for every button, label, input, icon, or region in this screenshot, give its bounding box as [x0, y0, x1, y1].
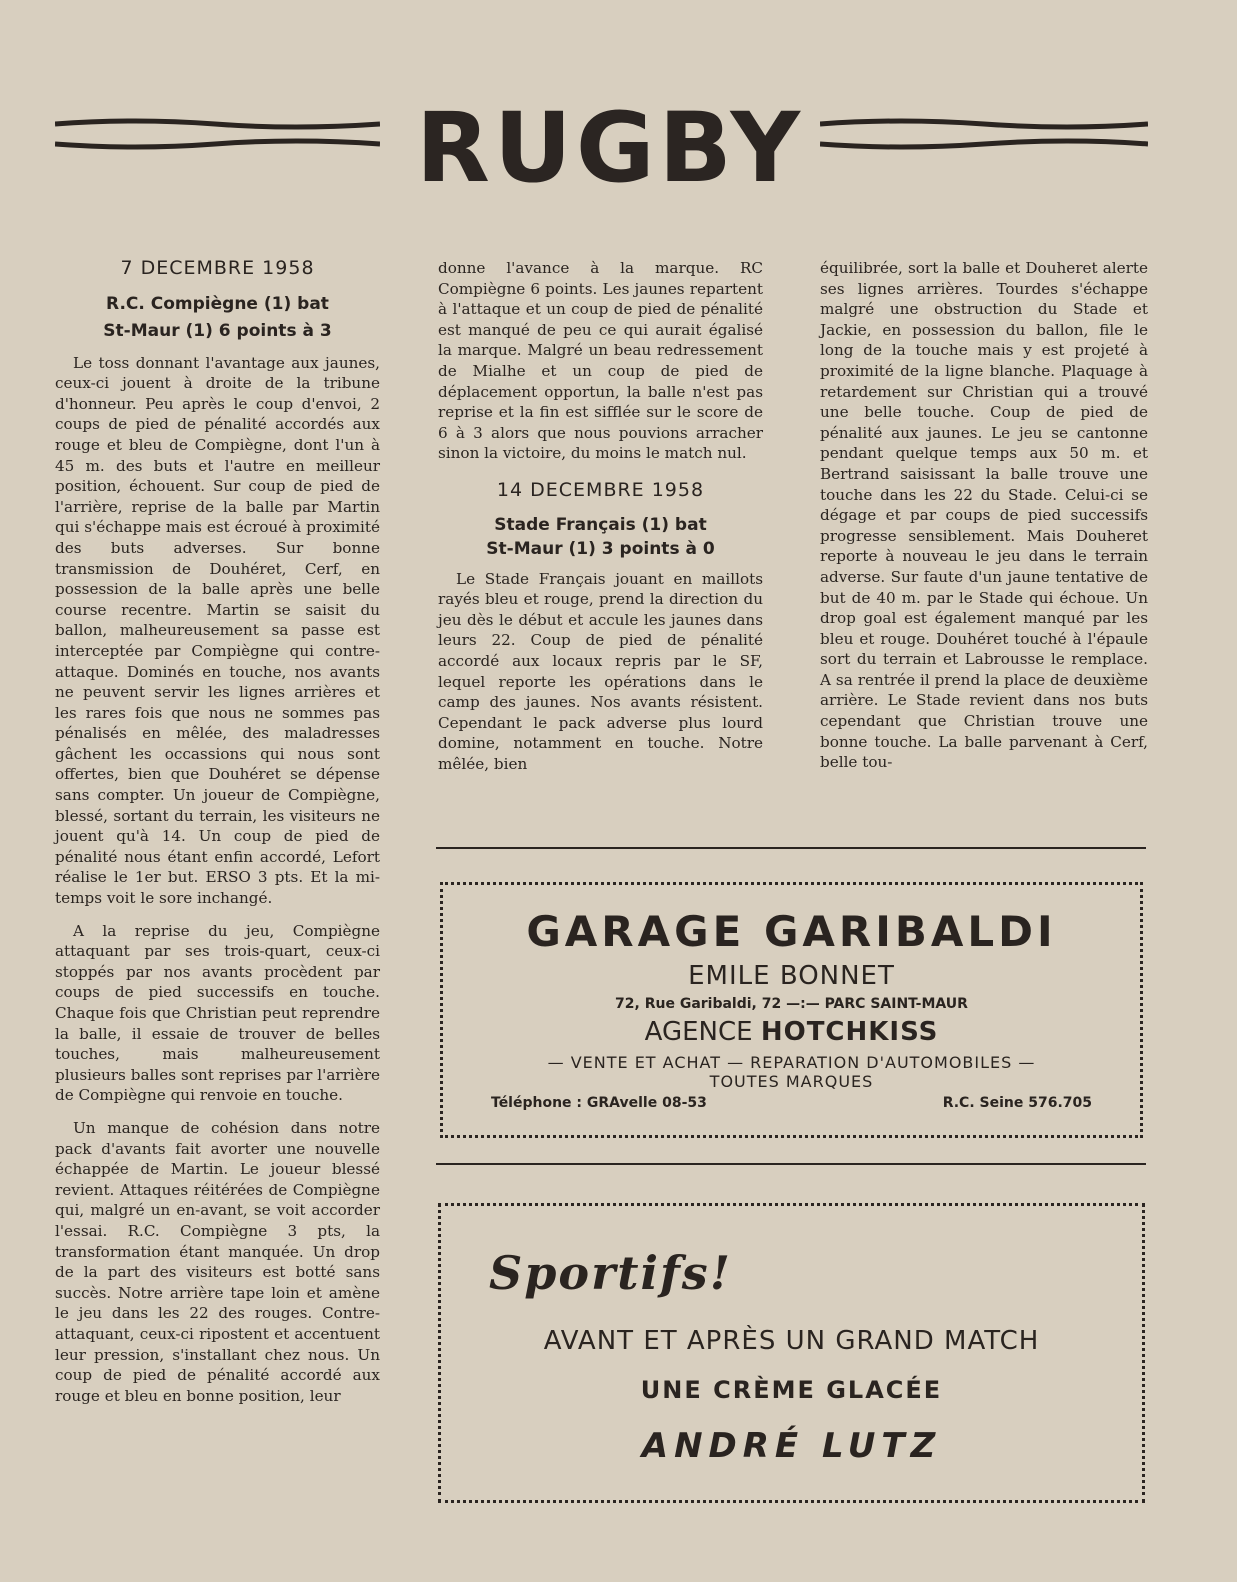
- icecream-tagline: AVANT ET APRÈS UN GRAND MATCH: [543, 1326, 1040, 1356]
- article1-paragraph-1: Le toss donnant l'avantage aux jaunes, ceux-ci jouent à droite de la tribune d'honneur. Peu après le coup d'envoi, 2 coups de pied de pénalité accordés aux rouge et bleu de Compiègne, dont l'un à 45 m. des buts et l'autre en meilleur position, échouent. Sur coup de pied de l'arrière, reprise de la balle par Martin qui s'échappe mais est écroué à proximité des buts adverses. Sur bonne transmission de Douhéret, Cerf, en possession de la balle après une belle course recentre. Martin se saisit du ballon, malheureusement sa passe est interceptée par Compiègne qui contre-attaque. Dominés en touche, nos avants ne peuvent servir les lignes arrières et les rares fois que nous ne sommes pas pénalisés en mêlée, des maladresses gâchent les occassions qui nous sont offertes, bien que Douhéret se dépense sans compter. Un joueur de Compiègne, blessé, sortant du terrain, les visiteurs ne jouent qu'à 14. Un coup de pied de pénalité nous étant enfin accordé, Lefort réalise le 1er but. ERSO 3 pts. Et la mi-temps voit le sore inchangé.: [55, 353, 380, 908]
- divider-rule: [436, 847, 1146, 849]
- page-title: RUGBY: [415, 92, 805, 204]
- icecream-product: UNE CRÈME GLACÉE: [640, 1376, 943, 1404]
- article1-match-line2: St-Maur (1) 6 points à 3: [103, 320, 332, 341]
- agency-prefix: AGENCE: [644, 1017, 753, 1047]
- icecream-advertisement: [438, 1203, 1145, 1503]
- article1-paragraph-3: Un manque de cohésion dans notre pack d'avants fait avorter une nouvelle échappée de Martin. Le joueur blessé revient. Attaques réitérées de Compiègne qui, malgré un en-avant, se voit accorder l'essai. R.C. Compiègne 3 pts, la transformation étant manquée. Un drop de la part des visiteurs est botté sans succès. Notre arrière tape loin et amène le jeu dans les 22 des rouges. Contre-attaquant, ceux-ci ripostent et accentuent leur pression, s'installant chez nous. Un coup de pied de pénalité accordé aux rouge et bleu en bonne position, leur: [55, 1118, 380, 1405]
- article1-date: 7 DECEMBRE 1958: [120, 257, 315, 279]
- garage-contact-row: [491, 1095, 1092, 1111]
- column-3: [820, 258, 1148, 785]
- article2-match-line2: St-Maur (1) 3 points à 0: [486, 538, 715, 559]
- garage-phone: Téléphone : GRAvelle 08-53: [491, 1095, 707, 1111]
- garage-services-brands: TOUTES MARQUES: [709, 1072, 874, 1091]
- agency-brand: HOTCHKISS: [760, 1017, 939, 1047]
- article1-paragraph-4: donne l'avance à la marque. RC Compiègne 6 points. Les jaunes repartent à l'attaque et un coup de pied de pénalité est manqué de peu ce qui aurait égalisé la marque. Malgré un beau redressement de Mialhe et un coup de pied de déplacement opportun, la balle n'est pas reprise et la fin est sifflée sur le score de 6 à 3 alors que nous pouvions arracher sinon la victoire, du moins le match nul.: [438, 259, 763, 463]
- article1-match-title: [55, 291, 380, 345]
- garage-services: — VENTE ET ACHAT — REPARATION D'AUTOMOBILES —: [547, 1053, 1036, 1072]
- article1-match-line1: R.C. Compiègne (1) bat: [106, 293, 329, 314]
- icecream-headline: Sportifs!: [489, 1246, 732, 1300]
- article2-match-title: [438, 513, 763, 561]
- icecream-brand: ANDRÉ LUTZ: [641, 1426, 942, 1466]
- garage-owner: EMILE BONNET: [688, 961, 895, 991]
- article2-paragraph-1: Le Stade Français jouant en maillots rayés bleu et rouge, prend la direction du jeu dès le début et accule les jaunes dans leurs 22. Coup de pied de pénalité accordé aux locaux repris par le SF, lequel reporte les opérations dans le camp des jaunes. Nos avants résistent. Cependant le pack adverse plus lourd domine, notamment en touche. Notre mêlée, bien: [438, 569, 763, 773]
- article1-paragraph-2: A la reprise du jeu, Compiègne attaquant par ses trois-quart, ceux-ci stoppés par nos avants procèdent par coups de pied successifs en touche. Chaque fois que Christian peut reprendre la balle, il essaie de trouver de belles touches, mais malheureusement plusieurs balles sont reprises par l'arrière de Compiègne qui renvoie en touche.: [55, 921, 380, 1105]
- column-2: [438, 258, 763, 786]
- masthead-ornament-right: [820, 114, 1148, 154]
- garage-name: GARAGE GARIBALDI: [526, 907, 1057, 956]
- garage-address: 72, Rue Garibaldi, 72 —:— PARC SAINT-MAUR: [615, 996, 968, 1012]
- garage-agency: [443, 1015, 1140, 1049]
- divider-rule: [436, 1163, 1146, 1165]
- column-1: [55, 258, 380, 1418]
- garage-advertisement: [440, 882, 1143, 1138]
- article2-paragraph-2: équilibrée, sort la balle et Douheret alerte ses lignes arrières. Tourdes s'échappe malgré une obstruction du Stade et Jackie, en possession du ballon, file le long de la touche mais y est projeté à proximité de la ligne blanche. Plaquage à retardement sur Christian qui a trouvé une belle touche. Coup de pied de pénalité aux jaunes. Le jeu se cantonne pendant quelque temps aux 50 m. et Bertrand saisissant la balle trouve une touche dans les 22 du Stade. Celui-ci se dégage et par coups de pied successifs progresse sensiblement. Mais Douheret reporte à nouveau le jeu dans le terrain adverse. Sur faute d'un jaune tentative de but de 40 m. par le Stade qui échoue. Un drop goal est également manqué par les bleu et rouge. Douhéret touché à l'épaule sort du terrain et Labrousse le remplace. A sa rentrée il prend la place de deuxième arrière. Le Stade revient dans nos buts cependant que Christian trouve une bonne touche. La balle parvenant à Cerf, belle tou-: [820, 259, 1148, 772]
- garage-registry: R.C. Seine 576.705: [942, 1095, 1092, 1111]
- article2-date: 14 DECEMBRE 1958: [496, 478, 705, 501]
- masthead-ornament-left: [55, 114, 380, 154]
- article2-match-line1: Stade Français (1) bat: [494, 514, 707, 535]
